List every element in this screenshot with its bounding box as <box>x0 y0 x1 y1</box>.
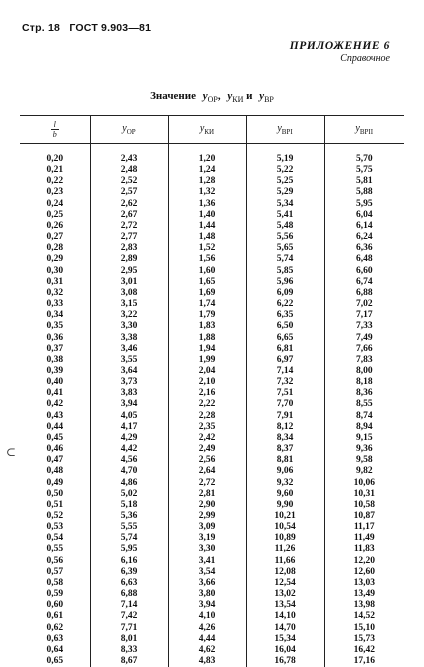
cell-y-vr2: 7,33 <box>324 321 404 332</box>
cell-y-vr2: 13,98 <box>324 600 404 611</box>
cell-y-vr1: 9,90 <box>246 500 324 511</box>
table-row <box>20 333 404 344</box>
cell-ratio: 0,47 <box>20 455 90 466</box>
cell-ratio: 0,51 <box>20 500 90 511</box>
cell-y-or: 5,02 <box>90 489 168 500</box>
cell-y-or: 2,52 <box>90 176 168 187</box>
cell-y-ki: 3,54 <box>168 567 246 578</box>
cell-y-vr2: 7,49 <box>324 333 404 344</box>
cell-y-vr2: 5,75 <box>324 165 404 176</box>
cell-y-ki: 3,09 <box>168 522 246 533</box>
table-title-var3: $y_{ВР}$ <box>259 90 274 102</box>
cell-ratio: 0,61 <box>20 611 90 622</box>
cell-y-vr1: 8,34 <box>246 433 324 444</box>
cell-ratio: 0,23 <box>20 187 90 198</box>
cell-y-ki: 4,83 <box>168 656 246 667</box>
cell-y-or: 6,39 <box>90 567 168 578</box>
cell-ratio: 0,45 <box>20 433 90 444</box>
cell-y-or: 3,73 <box>90 377 168 388</box>
cell-ratio: 0,30 <box>20 266 90 277</box>
cell-y-vr1: 11,66 <box>246 556 324 567</box>
cell-ratio: 0,55 <box>20 544 90 555</box>
cell-y-or: 3,38 <box>90 333 168 344</box>
cell-ratio: 0,41 <box>20 388 90 399</box>
cell-y-vr1: 7,91 <box>246 411 324 422</box>
cell-ratio: 0,65 <box>20 656 90 667</box>
page-number: Стр. 18 <box>22 22 60 34</box>
cell-y-or: 5,18 <box>90 500 168 511</box>
table-row <box>20 422 404 433</box>
cell-y-ki: 3,19 <box>168 533 246 544</box>
cell-ratio: 0,44 <box>20 422 90 433</box>
cell-ratio: 0,24 <box>20 199 90 210</box>
cell-ratio: 0,35 <box>20 321 90 332</box>
cell-y-ki: 2,56 <box>168 455 246 466</box>
header-y-or: $y_{ОР}$ <box>90 116 168 144</box>
cell-ratio: 0,50 <box>20 489 90 500</box>
standard-number: ГОСТ 9.903—81 <box>69 22 151 34</box>
cell-y-vr1: 15,34 <box>246 634 324 645</box>
table-row <box>20 533 404 544</box>
cell-y-vr1: 8,81 <box>246 455 324 466</box>
cell-ratio: 0,40 <box>20 377 90 388</box>
cell-y-ki: 2,90 <box>168 500 246 511</box>
cell-y-ki: 4,44 <box>168 634 246 645</box>
cell-y-vr2: 6,04 <box>324 210 404 221</box>
table-row <box>20 556 404 567</box>
table-row <box>20 645 404 656</box>
cell-y-ki: 2,42 <box>168 433 246 444</box>
table-row <box>20 634 404 645</box>
cell-y-vr2: 11,49 <box>324 533 404 544</box>
cell-ratio: 0,62 <box>20 623 90 634</box>
cell-y-ki: 2,99 <box>168 511 246 522</box>
cell-y-or: 2,57 <box>90 187 168 198</box>
cell-y-vr2: 9,36 <box>324 444 404 455</box>
table-title: Значение $y_{ОР}$, $y_{КИ}$ и $y_{ВР}$ <box>0 90 424 104</box>
cell-y-or: 7,42 <box>90 611 168 622</box>
cell-y-vr2: 6,60 <box>324 266 404 277</box>
cell-y-or: 5,74 <box>90 533 168 544</box>
cell-y-vr2: 9,58 <box>324 455 404 466</box>
cell-y-vr1: 11,26 <box>246 544 324 555</box>
table-header-row <box>20 116 404 144</box>
cell-ratio: 0,42 <box>20 399 90 410</box>
cell-y-ki: 1,79 <box>168 310 246 321</box>
cell-y-vr2: 12,20 <box>324 556 404 567</box>
cell-y-vr1: 8,37 <box>246 444 324 455</box>
cell-ratio: 0,26 <box>20 221 90 232</box>
cell-y-ki: 1,60 <box>168 266 246 277</box>
cell-ratio: 0,43 <box>20 411 90 422</box>
table-row <box>20 176 404 187</box>
table-row <box>20 232 404 243</box>
cell-y-vr2: 5,70 <box>324 144 404 166</box>
cell-ratio: 0,38 <box>20 355 90 366</box>
cell-y-vr1: 6,22 <box>246 299 324 310</box>
cell-y-or: 3,30 <box>90 321 168 332</box>
cell-ratio: 0,29 <box>20 254 90 265</box>
cell-ratio: 0,46 <box>20 444 90 455</box>
cell-ratio: 0,49 <box>20 478 90 489</box>
cell-y-vr2: 8,55 <box>324 399 404 410</box>
table-row <box>20 299 404 310</box>
cell-ratio: 0,59 <box>20 589 90 600</box>
cell-y-vr2: 8,74 <box>324 411 404 422</box>
cell-ratio: 0,20 <box>20 144 90 166</box>
table-row <box>20 221 404 232</box>
page-header <box>22 22 151 34</box>
ratio-fraction: $\frac{l}{b}$ <box>51 120 59 139</box>
cell-y-or: 2,77 <box>90 232 168 243</box>
cell-y-vr2: 9,82 <box>324 466 404 477</box>
cell-y-ki: 1,74 <box>168 299 246 310</box>
margin-mark: ⊂ <box>6 445 16 460</box>
cell-y-vr1: 5,56 <box>246 232 324 243</box>
table-row <box>20 355 404 366</box>
cell-y-or: 3,08 <box>90 288 168 299</box>
table-row <box>20 600 404 611</box>
cell-y-vr1: 5,34 <box>246 199 324 210</box>
cell-y-or: 2,95 <box>90 266 168 277</box>
cell-y-vr1: 8,12 <box>246 422 324 433</box>
cell-y-vr2: 6,88 <box>324 288 404 299</box>
cell-y-vr2: 11,17 <box>324 522 404 533</box>
table-row <box>20 500 404 511</box>
cell-y-vr2: 8,00 <box>324 366 404 377</box>
table-row <box>20 478 404 489</box>
cell-ratio: 0,33 <box>20 299 90 310</box>
cell-ratio: 0,58 <box>20 578 90 589</box>
cell-y-vr1: 7,14 <box>246 366 324 377</box>
cell-y-or: 6,63 <box>90 578 168 589</box>
cell-ratio: 0,57 <box>20 567 90 578</box>
cell-y-vr2: 6,24 <box>324 232 404 243</box>
table-row <box>20 210 404 221</box>
cell-y-or: 2,72 <box>90 221 168 232</box>
cell-y-vr2: 6,36 <box>324 243 404 254</box>
cell-y-or: 3,94 <box>90 399 168 410</box>
appendix-title: ПРИЛОЖЕНИЕ 6 <box>290 40 390 52</box>
cell-y-vr1: 5,65 <box>246 243 324 254</box>
cell-y-or: 4,17 <box>90 422 168 433</box>
table-row <box>20 310 404 321</box>
table-row <box>20 466 404 477</box>
cell-y-or: 4,70 <box>90 466 168 477</box>
cell-y-vr2: 7,02 <box>324 299 404 310</box>
cell-y-or: 7,71 <box>90 623 168 634</box>
table-row <box>20 567 404 578</box>
cell-y-vr1: 9,06 <box>246 466 324 477</box>
cell-y-ki: 2,35 <box>168 422 246 433</box>
cell-y-vr2: 8,18 <box>324 377 404 388</box>
cell-y-or: 2,89 <box>90 254 168 265</box>
data-table <box>20 115 404 667</box>
cell-y-or: 6,16 <box>90 556 168 567</box>
cell-y-vr1: 5,85 <box>246 266 324 277</box>
cell-y-ki: 1,88 <box>168 333 246 344</box>
cell-y-vr1: 5,19 <box>246 144 324 166</box>
cell-y-ki: 3,80 <box>168 589 246 600</box>
cell-y-or: 3,64 <box>90 366 168 377</box>
cell-ratio: 0,37 <box>20 344 90 355</box>
appendix-block <box>290 40 390 64</box>
cell-y-ki: 3,94 <box>168 600 246 611</box>
cell-y-vr2: 9,15 <box>324 433 404 444</box>
cell-y-vr1: 5,25 <box>246 176 324 187</box>
cell-y-or: 3,01 <box>90 277 168 288</box>
cell-y-or: 2,48 <box>90 165 168 176</box>
table-row <box>20 433 404 444</box>
table-row <box>20 578 404 589</box>
cell-y-or: 4,42 <box>90 444 168 455</box>
cell-y-ki: 1,52 <box>168 243 246 254</box>
cell-y-or: 4,86 <box>90 478 168 489</box>
cell-y-vr2: 6,48 <box>324 254 404 265</box>
table-title-prefix: Значение <box>150 90 196 102</box>
cell-y-ki: 2,04 <box>168 366 246 377</box>
header-y-vr1: $y_{BPI}$ <box>246 116 324 144</box>
cell-y-vr2: 11,83 <box>324 544 404 555</box>
cell-y-vr1: 6,97 <box>246 355 324 366</box>
cell-ratio: 0,64 <box>20 645 90 656</box>
cell-y-vr1: 16,04 <box>246 645 324 656</box>
cell-y-or: 4,56 <box>90 455 168 466</box>
cell-ratio: 0,22 <box>20 176 90 187</box>
cell-y-ki: 2,81 <box>168 489 246 500</box>
cell-y-vr1: 10,21 <box>246 511 324 522</box>
cell-y-vr1: 7,70 <box>246 399 324 410</box>
cell-y-ki: 4,62 <box>168 645 246 656</box>
cell-y-vr2: 10,06 <box>324 478 404 489</box>
cell-y-vr1: 5,74 <box>246 254 324 265</box>
header-y-vr2: $y_{ВРII}$ <box>324 116 404 144</box>
cell-y-or: 3,55 <box>90 355 168 366</box>
table-row <box>20 366 404 377</box>
cell-y-vr2: 6,74 <box>324 277 404 288</box>
table-row <box>20 388 404 399</box>
cell-y-vr2: 15,73 <box>324 634 404 645</box>
cell-y-vr1: 10,54 <box>246 522 324 533</box>
cell-y-ki: 1,65 <box>168 277 246 288</box>
cell-y-ki: 1,36 <box>168 199 246 210</box>
cell-y-or: 3,22 <box>90 310 168 321</box>
cell-y-vr1: 9,60 <box>246 489 324 500</box>
cell-y-vr1: 6,50 <box>246 321 324 332</box>
cell-y-or: 5,36 <box>90 511 168 522</box>
table-row <box>20 243 404 254</box>
cell-ratio: 0,60 <box>20 600 90 611</box>
cell-y-vr1: 7,32 <box>246 377 324 388</box>
cell-y-vr2: 5,88 <box>324 187 404 198</box>
cell-y-vr1: 5,41 <box>246 210 324 221</box>
table-row <box>20 266 404 277</box>
cell-y-ki: 1,69 <box>168 288 246 299</box>
cell-ratio: 0,32 <box>20 288 90 299</box>
cell-y-vr1: 5,48 <box>246 221 324 232</box>
cell-ratio: 0,53 <box>20 522 90 533</box>
table-row <box>20 187 404 198</box>
cell-y-ki: 1,83 <box>168 321 246 332</box>
cell-y-or: 5,95 <box>90 544 168 555</box>
cell-y-ki: 2,22 <box>168 399 246 410</box>
cell-y-ki: 1,20 <box>168 144 246 166</box>
table-row <box>20 444 404 455</box>
cell-y-ki: 1,94 <box>168 344 246 355</box>
cell-y-vr1: 6,09 <box>246 288 324 299</box>
table-row <box>20 544 404 555</box>
table-row <box>20 254 404 265</box>
cell-y-or: 3,83 <box>90 388 168 399</box>
cell-y-ki: 1,40 <box>168 210 246 221</box>
table-row <box>20 288 404 299</box>
table-title-var1: $y_{ОР}$ <box>203 90 218 102</box>
cell-ratio: 0,27 <box>20 232 90 243</box>
table-row <box>20 411 404 422</box>
table-row <box>20 455 404 466</box>
cell-y-ki: 3,30 <box>168 544 246 555</box>
cell-y-ki: 2,28 <box>168 411 246 422</box>
cell-y-ki: 1,48 <box>168 232 246 243</box>
cell-y-or: 2,83 <box>90 243 168 254</box>
cell-ratio: 0,25 <box>20 210 90 221</box>
appendix-subtitle: Справочное <box>290 53 390 64</box>
cell-y-vr1: 12,54 <box>246 578 324 589</box>
cell-y-or: 3,46 <box>90 344 168 355</box>
cell-y-vr1: 6,65 <box>246 333 324 344</box>
cell-y-vr1: 16,78 <box>246 656 324 667</box>
cell-y-vr1: 14,10 <box>246 611 324 622</box>
cell-y-vr2: 7,66 <box>324 344 404 355</box>
cell-y-vr2: 5,81 <box>324 176 404 187</box>
table-row <box>20 199 404 210</box>
cell-ratio: 0,21 <box>20 165 90 176</box>
cell-y-ki: 1,24 <box>168 165 246 176</box>
cell-y-or: 8,01 <box>90 634 168 645</box>
cell-y-ki: 1,28 <box>168 176 246 187</box>
data-table-wrapper <box>20 115 404 667</box>
cell-y-vr2: 14,52 <box>324 611 404 622</box>
cell-y-vr1: 5,22 <box>246 165 324 176</box>
cell-ratio: 0,52 <box>20 511 90 522</box>
cell-y-ki: 2,64 <box>168 466 246 477</box>
cell-y-vr2: 8,36 <box>324 388 404 399</box>
cell-y-vr1: 13,54 <box>246 600 324 611</box>
cell-y-vr1: 14,70 <box>246 623 324 634</box>
table-row <box>20 321 404 332</box>
table-row <box>20 611 404 622</box>
cell-y-vr1: 9,32 <box>246 478 324 489</box>
cell-y-ki: 2,72 <box>168 478 246 489</box>
cell-ratio: 0,39 <box>20 366 90 377</box>
cell-y-vr2: 7,83 <box>324 355 404 366</box>
cell-y-ki: 1,56 <box>168 254 246 265</box>
header-y-ki: $y_{КИ}$ <box>168 116 246 144</box>
cell-y-ki: 2,49 <box>168 444 246 455</box>
cell-y-vr2: 13,49 <box>324 589 404 600</box>
cell-y-vr2: 13,03 <box>324 578 404 589</box>
cell-y-vr2: 7,17 <box>324 310 404 321</box>
cell-y-vr2: 15,10 <box>324 623 404 634</box>
cell-y-ki: 2,16 <box>168 388 246 399</box>
cell-y-vr1: 12,08 <box>246 567 324 578</box>
cell-y-vr2: 8,94 <box>324 422 404 433</box>
cell-ratio: 0,63 <box>20 634 90 645</box>
cell-y-or: 8,67 <box>90 656 168 667</box>
cell-y-vr2: 17,16 <box>324 656 404 667</box>
cell-ratio: 0,48 <box>20 466 90 477</box>
table-row <box>20 165 404 176</box>
table-row <box>20 344 404 355</box>
cell-y-vr1: 6,81 <box>246 344 324 355</box>
cell-y-or: 5,55 <box>90 522 168 533</box>
table-row <box>20 522 404 533</box>
cell-y-vr1: 7,51 <box>246 388 324 399</box>
cell-y-vr1: 5,96 <box>246 277 324 288</box>
table-title-var2: $y_{КИ}$ <box>227 90 243 102</box>
table-row <box>20 623 404 634</box>
cell-y-vr1: 10,89 <box>246 533 324 544</box>
table-row <box>20 399 404 410</box>
cell-y-vr2: 10,87 <box>324 511 404 522</box>
cell-ratio: 0,54 <box>20 533 90 544</box>
cell-y-or: 3,15 <box>90 299 168 310</box>
cell-y-ki: 4,10 <box>168 611 246 622</box>
cell-y-or: 2,43 <box>90 144 168 166</box>
cell-y-or: 4,05 <box>90 411 168 422</box>
header-ratio <box>20 116 90 144</box>
cell-y-vr2: 12,60 <box>324 567 404 578</box>
table-row <box>20 277 404 288</box>
table-row <box>20 511 404 522</box>
cell-y-vr2: 16,42 <box>324 645 404 656</box>
cell-y-or: 7,14 <box>90 600 168 611</box>
cell-y-vr2: 6,14 <box>324 221 404 232</box>
cell-y-vr2: 10,31 <box>324 489 404 500</box>
cell-y-ki: 1,99 <box>168 355 246 366</box>
table-row <box>20 144 404 166</box>
table-title-and: и <box>246 90 252 102</box>
cell-ratio: 0,28 <box>20 243 90 254</box>
table-row <box>20 377 404 388</box>
cell-ratio: 0,34 <box>20 310 90 321</box>
cell-y-ki: 3,41 <box>168 556 246 567</box>
cell-y-vr1: 5,29 <box>246 187 324 198</box>
table-row <box>20 489 404 500</box>
cell-y-ki: 1,32 <box>168 187 246 198</box>
cell-y-vr1: 13,02 <box>246 589 324 600</box>
table-row <box>20 589 404 600</box>
cell-y-ki: 3,66 <box>168 578 246 589</box>
cell-ratio: 0,56 <box>20 556 90 567</box>
cell-y-ki: 1,44 <box>168 221 246 232</box>
cell-y-ki: 4,26 <box>168 623 246 634</box>
table-row <box>20 656 404 667</box>
cell-y-or: 4,29 <box>90 433 168 444</box>
cell-y-vr1: 6,35 <box>246 310 324 321</box>
cell-y-or: 6,88 <box>90 589 168 600</box>
cell-y-vr2: 10,58 <box>324 500 404 511</box>
cell-ratio: 0,36 <box>20 333 90 344</box>
cell-y-or: 8,33 <box>90 645 168 656</box>
cell-y-or: 2,67 <box>90 210 168 221</box>
cell-ratio: 0,31 <box>20 277 90 288</box>
cell-y-or: 2,62 <box>90 199 168 210</box>
table-body <box>20 144 404 667</box>
cell-y-vr2: 5,95 <box>324 199 404 210</box>
cell-y-ki: 2,10 <box>168 377 246 388</box>
